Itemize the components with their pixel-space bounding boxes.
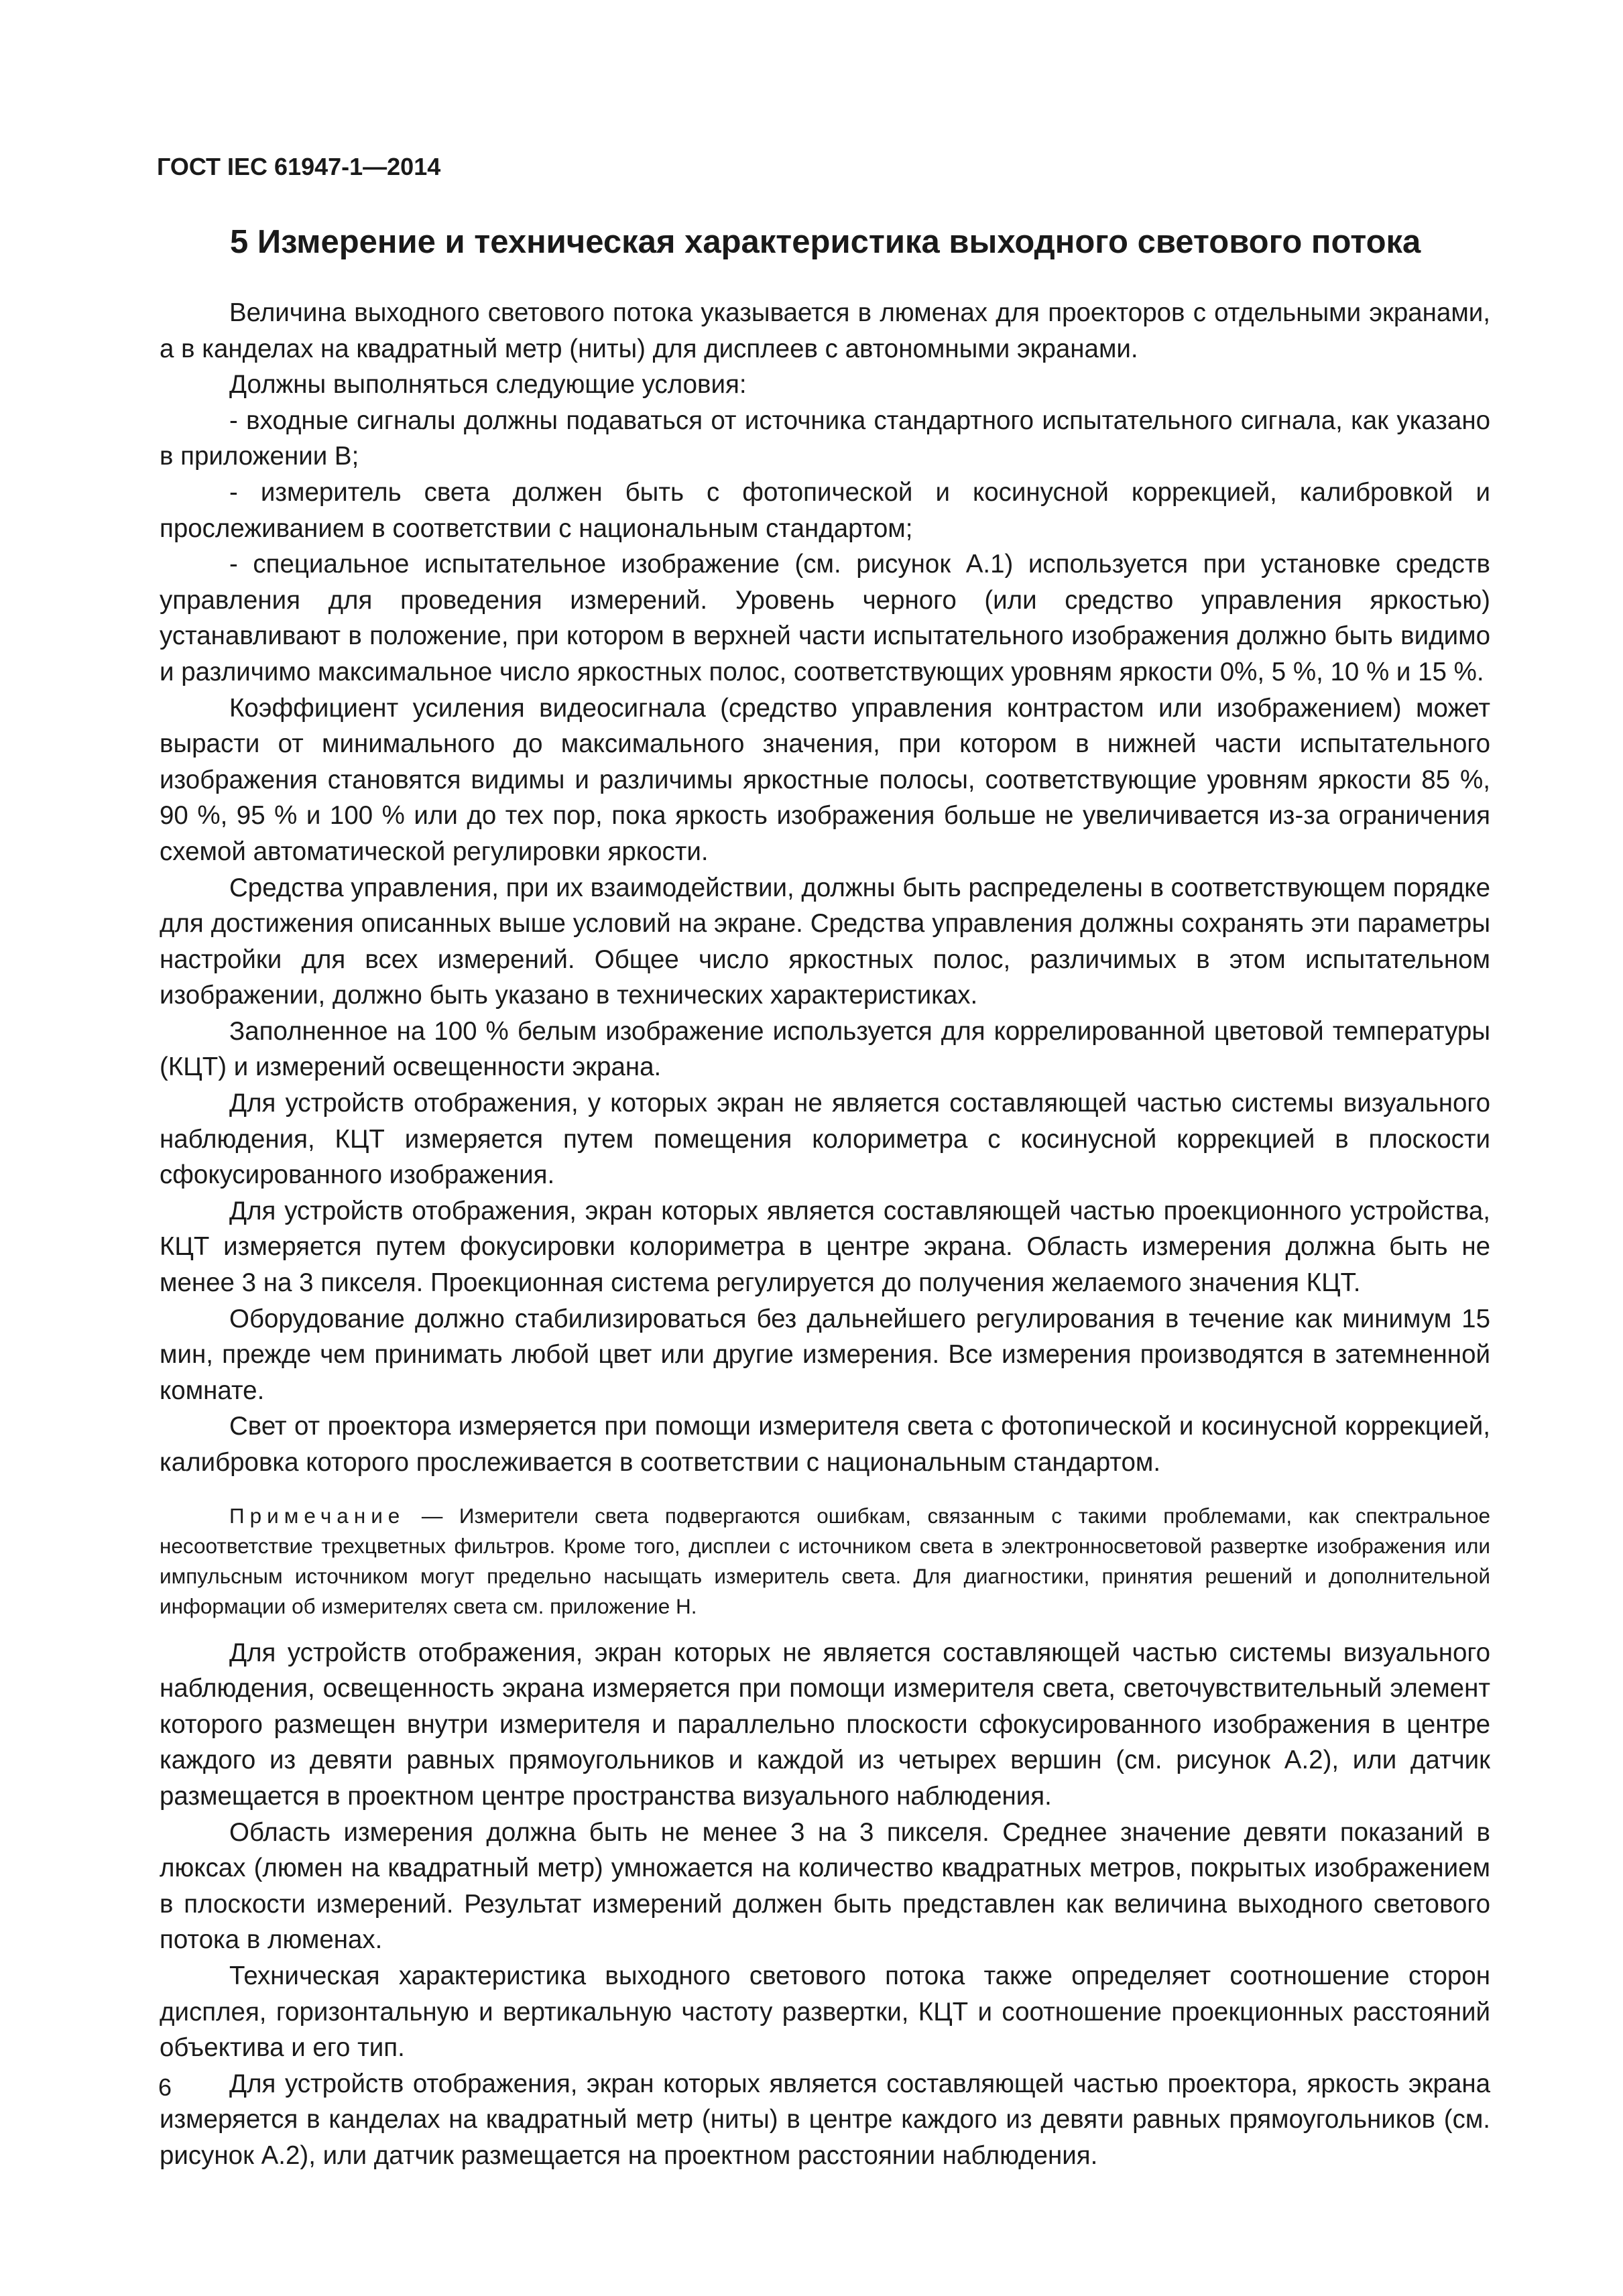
document-body — [160, 295, 1490, 2174]
paragraph: Для устройств отображения, экран которых не является составляющей частью системы визуального наблюдения, освещенность экрана измеряется при помощи измерителя света, светочувствительный элемент которого размещен внутри измерителя и параллельно плоскости сфокусированного изображения в центре каждого из девяти равных прямоугольников и каждой из четырех вершин (см. рисунок А.2), или датчик размещается в проектном центре пространства визуального наблюдения. — [160, 1638, 1490, 1811]
section-title: 5 Измерение и техническая характеристика выходного светового потока — [230, 224, 1421, 260]
note-text: — Измерители света подвергаются ошибкам, связанным с такими проблемами, как спектральное несоответствие трехцветных фильтров. Кроме того, дисплеи с источником света в электронносветовой развертке изображения или импульсным источником могут предельно насыщать измеритель света. Для диагностики, принятия решений и дополнительной информации об измерителях света см. приложение Н. — [160, 1503, 1490, 1618]
note-label: Примечание — [229, 1503, 406, 1528]
document-header: ГОСТ IEC 61947-1—2014 — [157, 153, 441, 180]
paragraph: Для устройств отображения, экран которых является составляющей частью проектора, яркость экрана измеряется в канделах на квадратный метр (ниты) в центре каждого из девяти равных прямоугольников (см. рисунок А.2), или датчик размещается на проектном расстоянии наблюдения. — [160, 2069, 1490, 2170]
paragraph: Должны выполняться следующие условия: — [229, 370, 747, 400]
note — [160, 1501, 1490, 1622]
paragraph: Средства управления, при их взаимодействии, должны быть распределены в соответствующем порядке для достижения описанных выше условий на экране. Средства управления должны сохранять эти параметры настройки для всех измерений. Общее число яркостных полос, различимых в этом испытательном изображении, должно быть указано в технических характеристиках. — [160, 873, 1490, 1010]
paragraph: Для устройств отображения, экран которых является составляющей частью проекционного устройства, КЦТ измеряется путем фокусировки колориметра в центре экрана. Область измерения должна быть не менее 3 на 3 пикселя. Проекционная система регулируется до получения желаемого значения КЦТ. — [160, 1196, 1490, 1298]
paragraph: Область измерения должна быть не менее 3 на 3 пикселя. Среднее значение девяти показаний в люксах (люмен на квадратный метр) умножается на количество квадратных метров, покрытых изображением в плоскости измерений. Результат измерений должен быть представлен как величина выходного светового потока в люменах. — [160, 1817, 1490, 1955]
paragraph: Коэффициент усиления видеосигнала (средство управления контрастом или изображением) может вырасти от минимального до максимального значения, при котором в нижней части испытательного изображения становятся видимы и различимы яркостные полосы, соответствующие уровням яркости 85 %, 90 %, 95 % и 100 % или до тех пор, пока яркость изображения больше не увеличивается из-за ограничения схемой автоматической регулировки яркости. — [160, 693, 1490, 866]
list-item: - входные сигналы должны подаваться от источника стандартного испытательного сигнала, как указано в приложении В; — [160, 406, 1490, 471]
paragraph: Свет от проектора измеряется при помощи измерителя света с фотопической и косинусной коррекцией, калибровка которого прослеживается в соответствии с национальным стандартом. — [160, 1412, 1490, 1477]
paragraph: Для устройств отображения, у которых экран не является составляющей частью системы визуального наблюдения, КЦТ измеряется путем помещения колориметра с косинусной коррекцией в плоскости сфокусированного изображения. — [160, 1089, 1490, 1190]
list-item: - измеритель света должен быть с фотопической и косинусной коррекцией, калибровкой и прослеживанием в соответствии с национальным стандартом; — [160, 477, 1490, 543]
list-item: - специальное испытательное изображение (см. рисунок А.1) используется при установке средств управления для проведения измерений. Уровень черного (или средство управления яркостью) устанавливают в положение, при котором в верхней части испытательного изображения должно быть видимо и различимо максимальное число яркостных полос, соответствующих уровням яркости 0%, 5 %, 10 % и 15 %. — [160, 550, 1490, 686]
paragraph: Величина выходного светового потока указывается в люменах для проекторов с отдельными экранами, а в канделах на квадратный метр (ниты) для дисплеев с автономными экранами. — [160, 298, 1490, 363]
page-number: 6 — [158, 2073, 172, 2101]
paragraph: Техническая характеристика выходного светового потока также определяет соотношение сторон дисплея, горизонтальную и вертикальную частоту развертки, КЦТ и соотношение проекционных расстояний объектива и его тип. — [160, 1961, 1490, 2063]
paragraph: Оборудование должно стабилизироваться без дальнейшего регулирования в течение как минимум 15 мин, прежде чем принимать любой цвет или другие измерения. Все измерения производятся в затемненной комнате. — [160, 1304, 1490, 1405]
paragraph: Заполненное на 100 % белым изображение используется для коррелированной цветовой температуры (КЦТ) и измерений освещенности экрана. — [160, 1016, 1490, 1082]
